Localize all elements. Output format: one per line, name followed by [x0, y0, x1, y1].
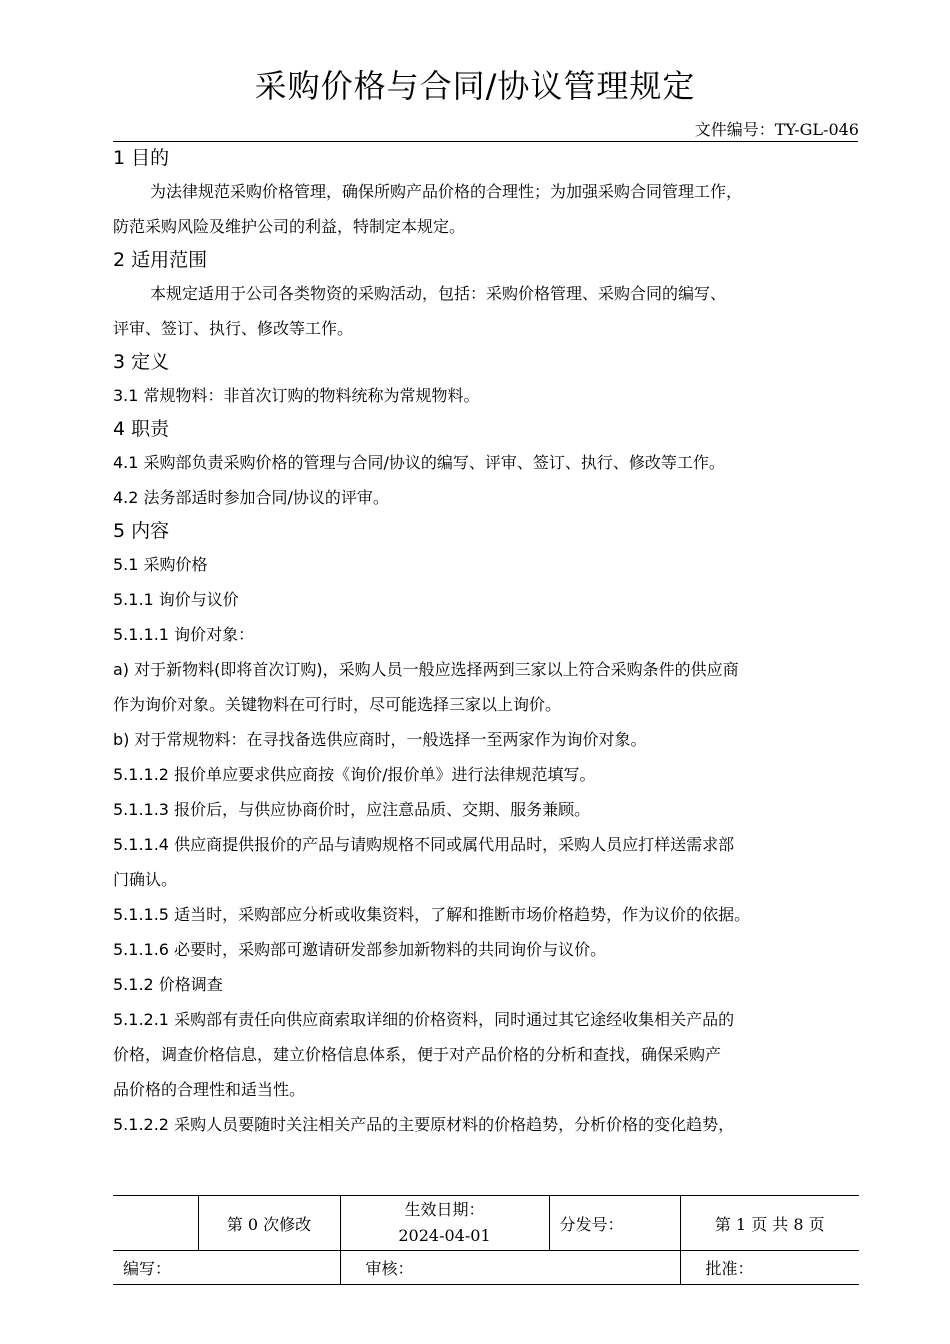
footer-control-table	[113, 1195, 859, 1285]
paragraph-line: 5.1.2.1 采购部有责任向供应商索取详细的价格资料，同时通过其它途经收集相关产品的	[113, 1010, 735, 1029]
section-heading-scope: 2 适用范围	[113, 249, 208, 271]
paragraph-line: 3.1 常规物料：非首次订购的物料统称为常规物料。	[113, 386, 480, 405]
paragraph-line: 作为询价对象。关键物料在可行时，尽可能选择三家以上询价。	[113, 695, 562, 714]
reviewer-cell: 审核：	[340, 1251, 680, 1285]
approver-cell: 批准：	[680, 1251, 859, 1285]
paragraph-line: 评审、签订、执行、修改等工作。	[113, 319, 354, 338]
effective-date-value: 2024-04-01	[398, 1226, 491, 1245]
paragraph-line: a) 对于新物料(即将首次订购)，采购人员一般应选择两到三家以上符合采购条件的供应商	[113, 660, 739, 679]
paragraph-line: 门确认。	[113, 870, 178, 889]
section-heading-content: 5 内容	[113, 520, 170, 542]
distribution-number-cell: 分发号：	[549, 1196, 680, 1251]
paragraph-line: 5.1.1.4 供应商提供报价的产品与请购规格不同或属代用品时，采购人员应打样送需求部	[113, 835, 735, 854]
paragraph-line: 本规定适用于公司各类物资的采购活动，包括：采购价格管理、采购合同的编写、	[150, 284, 727, 303]
section-heading-purpose: 1 目的	[113, 147, 170, 169]
footer-row-revision	[113, 1196, 859, 1251]
revision-cell: 第 0 次修改	[198, 1196, 340, 1251]
paragraph-line: 5.1.1.2 报价单应要求供应商按《询价/报价单》进行法律规范填写。	[113, 765, 596, 784]
paragraph-line: 价格，调查价格信息，建立价格信息体系，便于对产品价格的分析和查找，确保采购产	[113, 1045, 722, 1064]
paragraph-line: 5.1.1.1 询价对象：	[113, 625, 255, 644]
paragraph-line: 5.1.1.6 必要时，采购部可邀请研发部参加新物料的共同询价与议价。	[113, 940, 607, 959]
paragraph-line: 4.1 采购部负责采购价格的管理与合同/协议的编写、评审、签订、执行、修改等工作。	[113, 453, 725, 472]
paragraph-line: 4.2 法务部适时参加合同/协议的评审。	[113, 488, 389, 507]
paragraph-line: 5.1.2.2 采购人员要随时关注相关产品的主要原材料的价格趋势，分析价格的变化趋势，	[113, 1115, 735, 1134]
document-number: 文件编号：TY-GL-046	[694, 120, 859, 139]
paragraph-line: 品价格的合理性和适当性。	[113, 1080, 306, 1099]
writer-cell: 编写：	[113, 1251, 340, 1285]
paragraph-line: 5.1 采购价格	[113, 555, 208, 574]
paragraph-line: 防范采购风险及维护公司的利益，特制定本规定。	[113, 217, 466, 236]
paragraph-line: 5.1.2 价格调查	[113, 975, 223, 994]
section-heading-responsibilities: 4 职责	[113, 418, 170, 440]
paragraph-line: 5.1.1.5 适当时，采购部应分析或收集资料，了解和推断市场价格趋势，作为议价的依据。	[113, 905, 751, 924]
page-info-cell: 第 1 页 共 8 页	[680, 1196, 859, 1251]
paragraph-line: b) 对于常规物料：在寻找备选供应商时，一般选择一至两家作为询价对象。	[113, 730, 647, 749]
paragraph-line: 5.1.1 询价与议价	[113, 590, 239, 609]
footer-row-signatures	[113, 1251, 859, 1285]
paragraph-line: 为法律规范采购价格管理，确保所购产品价格的合理性；为加强采购合同管理工作，	[150, 182, 743, 201]
document-body	[113, 142, 873, 1142]
paragraph-line: 5.1.1.3 报价后，与供应协商价时，应注意品质、交期、服务兼顾。	[113, 800, 591, 819]
effective-date-label: 生效日期：	[404, 1200, 485, 1219]
document-title: 采购价格与合同/协议管理规定	[254, 67, 696, 105]
section-heading-definitions: 3 定义	[113, 351, 170, 373]
footer-blank-cell	[113, 1196, 198, 1251]
effective-date-cell	[340, 1196, 549, 1251]
